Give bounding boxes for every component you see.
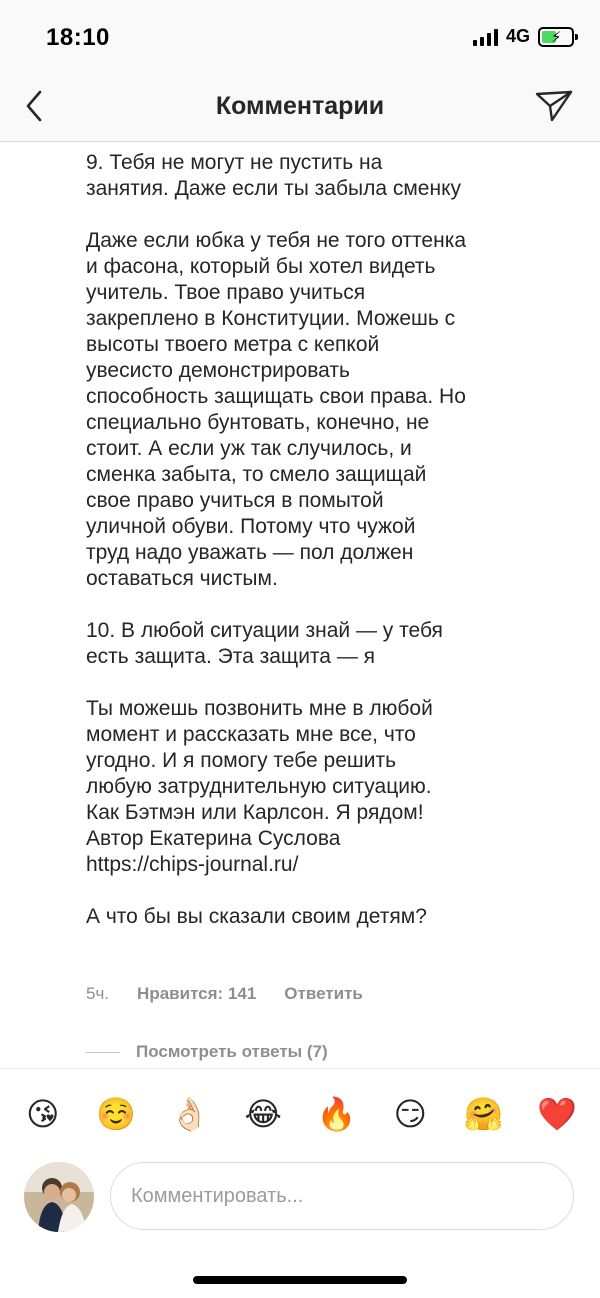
comment-meta [86, 984, 363, 1004]
emoji-joy-button[interactable]: 😂 [244, 1095, 282, 1132]
comment-paragraph: А что бы вы сказали своим детям? [86, 905, 427, 928]
status-indicators [473, 26, 574, 47]
emoji-ok-hand-button[interactable]: 👌🏻 [169, 1095, 210, 1132]
nav-bar [0, 70, 600, 142]
emoji-bar [0, 1068, 600, 1158]
comment-input[interactable] [110, 1162, 574, 1230]
share-button[interactable] [534, 86, 574, 126]
battery-icon: ⚡ [538, 27, 574, 47]
emoji-kiss-button[interactable]: 😘 [26, 1095, 60, 1132]
avatar-photo [24, 1162, 94, 1232]
comment-paragraph: Даже если юбка у тебя не того оттенка и фасона, который бы хотел видеть учитель. Твое право учиться закреплено в Конституции. Можешь с высоты твоего метра с кепкой увесисто демонстрировать способность защищать свои права. Но специально бунтовать, конечно, не стоит. А если уж так случилось, и сменка забыта, то смело защищай свое право учиться в помытой уличной обуви. Потому что чужой труд надо уважать — пол должен оставаться чистым. [86, 229, 467, 590]
view-replies-button[interactable] [86, 1042, 328, 1062]
emoji-smile-button[interactable]: ☺️ [96, 1095, 137, 1132]
signal-icon [473, 28, 498, 46]
emoji-smirk-button[interactable]: 😏 [393, 1095, 427, 1132]
divider [86, 1052, 120, 1053]
comment-time: 5ч. [86, 984, 110, 1003]
emoji-hug-button[interactable]: 🤗 [463, 1095, 504, 1132]
comment-composer [0, 1158, 600, 1238]
comment-body [86, 150, 566, 956]
comment-paragraph: Ты можешь позвонить мне в любой момент и рассказать мне все, что угодно. И я помогу тебе решить любую затруднительную ситуацию. Как Бэтмэн или Карлсон. Я рядом! [86, 697, 433, 824]
comment-paragraph: 9. Тебя не могут не пустить на занятия. Даже если ты забыла сменку [86, 151, 462, 200]
paper-plane-icon [534, 86, 574, 126]
network-type: 4G [505, 26, 530, 46]
page-title: Комментарии [215, 92, 385, 120]
emoji-heart-button[interactable]: ❤️ [537, 1095, 578, 1132]
status-time: 18:10 [46, 24, 110, 51]
comment-paragraph: 10. В любой ситуации знай — у тебя есть защита. Эта защита — я [86, 619, 443, 668]
avatar [24, 1162, 94, 1232]
status-bar [0, 0, 600, 70]
reply-button[interactable]: Ответить [284, 984, 363, 1003]
view-replies-label: Посмотреть ответы (7) [136, 1042, 328, 1061]
emoji-fire-button[interactable]: 🔥 [316, 1095, 357, 1132]
home-indicator[interactable] [193, 1276, 407, 1284]
comment-author-link[interactable]: Автор Екатерина Суслова https://chips-journal.ru/ [86, 827, 341, 876]
likes-count[interactable]: Нравится: 141 [137, 984, 257, 1003]
